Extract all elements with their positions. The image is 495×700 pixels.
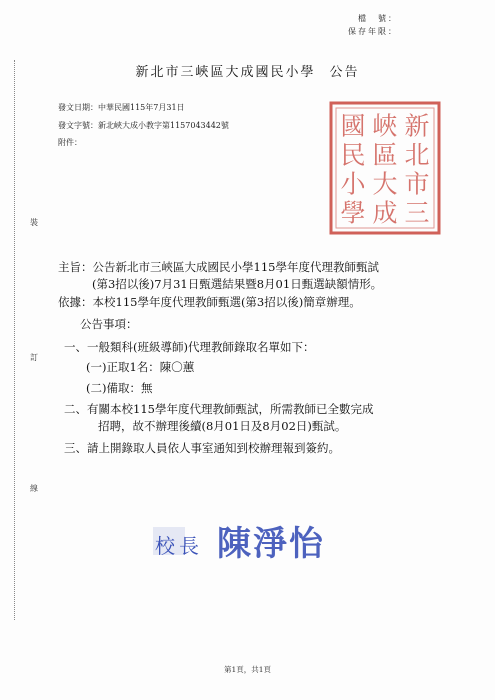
attachment-row xyxy=(58,137,82,148)
item-1b-value: 無 xyxy=(140,381,153,395)
official-seal xyxy=(327,99,443,237)
binding-mark-ding: 訂 xyxy=(30,353,38,362)
page-footer: 第1頁，共1頁 xyxy=(223,665,272,674)
subject-label: 主旨： xyxy=(58,260,93,274)
stamp-name-glyph-2: 淨 xyxy=(253,524,287,563)
binding-mark-xian: 線 xyxy=(30,484,38,493)
principal-signature-stamp xyxy=(135,513,335,563)
seal-glyph: 民 xyxy=(340,140,366,170)
seal-glyph: 國 xyxy=(340,111,366,141)
document-type: 公告 xyxy=(329,65,360,80)
seal-glyph: 三 xyxy=(404,198,430,228)
seal-glyph: 小 xyxy=(340,169,366,199)
seal-glyph: 北 xyxy=(404,140,430,170)
document-number-label: 發文字號： xyxy=(58,121,98,130)
attachment-label: 附件： xyxy=(58,138,82,147)
stamp-title-glyph-2: 長 xyxy=(179,534,199,558)
seal-glyph: 峽 xyxy=(372,111,398,141)
seal-glyph: 學 xyxy=(340,198,366,228)
subject-line-2: (第3招以後)7月31日甄選結果暨8月01日甄選缺額情形。 xyxy=(92,277,383,291)
notice-heading: 公告事項： xyxy=(80,317,138,331)
retention-label: 保存年限： xyxy=(348,27,398,36)
stamp-name-glyph-3: 怡 xyxy=(289,524,323,563)
issue-date-label: 發文日期： xyxy=(58,103,98,112)
item-1a-value: 陳〇蕙 xyxy=(159,360,195,374)
subject-row xyxy=(58,259,379,276)
notice-item-1a xyxy=(86,359,194,376)
item-1a-label: (一)正取1名： xyxy=(86,360,160,374)
stamp-title-glyph-1: 校 xyxy=(155,534,175,558)
notice-item-2-line-2: 招聘，故不辦理後續(8月01日及8月02日)甄試。 xyxy=(98,419,347,433)
seal-glyph: 新 xyxy=(404,111,430,141)
document-number-value: 新北峽大成小教字第1157043442號 xyxy=(98,121,229,130)
stamp-name-glyph-1: 陳 xyxy=(217,524,251,563)
notice-item-3: 三、請上開錄取人員依人事室通知到校辦理報到簽約。 xyxy=(64,441,340,455)
file-number-field xyxy=(340,14,398,24)
item-1b-label: (二)備取： xyxy=(86,381,141,395)
document-number-row xyxy=(58,120,229,131)
notice-item-1b xyxy=(86,380,152,397)
basis-label: 依據： xyxy=(58,295,93,309)
retention-field xyxy=(340,27,398,37)
seal-glyph: 市 xyxy=(404,169,430,199)
notice-item-1: 一、一般類科(班級導師)代理教師錄取名單如下： xyxy=(64,340,315,354)
basis-text: 本校115學年度代理教師甄選(第3招以後)簡章辦理。 xyxy=(92,295,361,309)
basis-row xyxy=(58,294,361,311)
seal-glyph: 區 xyxy=(372,140,398,170)
file-number-label: 檔 號： xyxy=(358,14,398,23)
seal-glyph: 成 xyxy=(372,198,398,228)
issue-date-value: 中華民國115年7月31日 xyxy=(98,103,185,112)
binding-mark-zhuang: 裝 xyxy=(30,218,38,227)
notice-item-2-line-1: 二、有關本校115學年度代理教師甄試，所需教師已全數完成 xyxy=(64,402,374,416)
binding-line xyxy=(14,60,16,620)
seal-glyph: 大 xyxy=(372,169,398,199)
seal-glyph-grid xyxy=(340,112,429,228)
issue-date-row xyxy=(58,102,185,113)
subject-line-1: 公告新北市三峽區大成國民小學115學年度代理教師甄試 xyxy=(92,260,379,274)
organization-name: 新北市三峽區大成國民小學 xyxy=(135,65,316,80)
document-title xyxy=(0,61,495,80)
